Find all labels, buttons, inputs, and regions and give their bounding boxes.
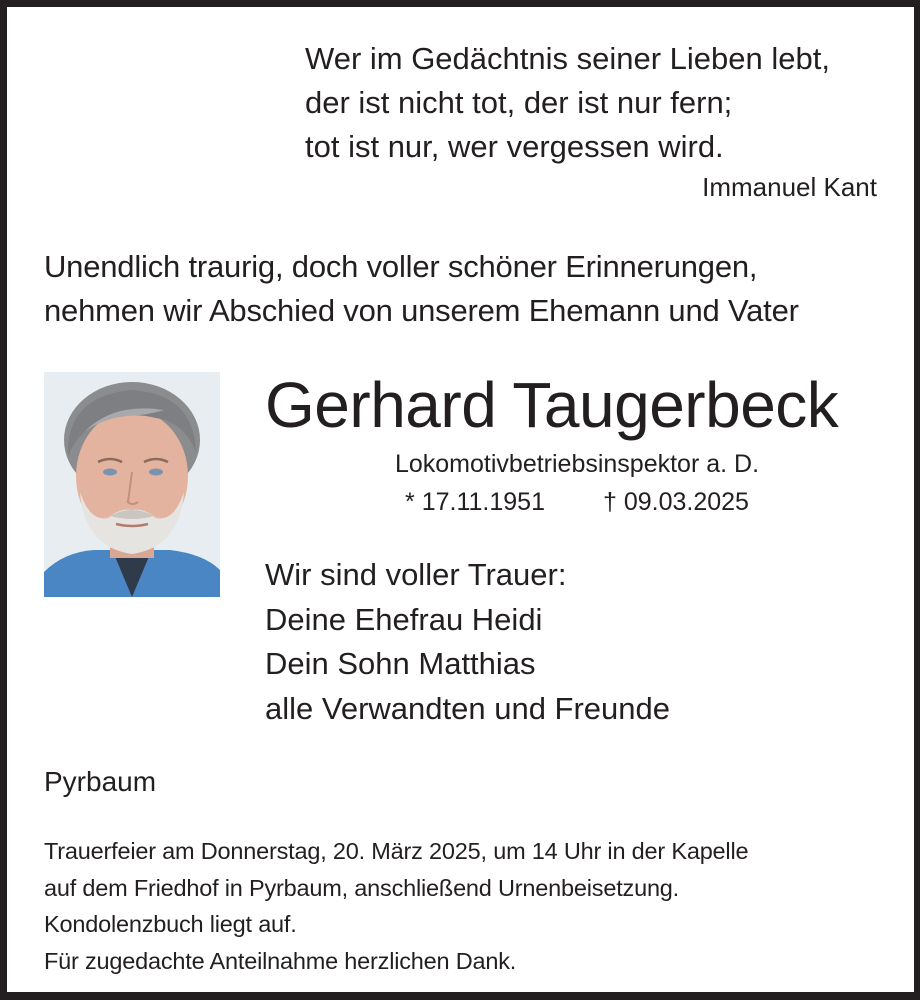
service-info	[44, 833, 748, 979]
service-line: Trauerfeier am Donnerstag, 20. März 2025, um 14 Uhr in der Kapelle	[44, 838, 749, 864]
deceased-name: Gerhard Taugerbeck	[265, 369, 839, 441]
quote-block	[305, 37, 830, 169]
service-line: Für zugedachte Anteilnahme herzlichen Dank.	[44, 947, 517, 974]
deceased-title: Lokomotivbetriebsinspektor a. D.	[394, 450, 760, 478]
mourners-block	[265, 553, 670, 731]
portrait-image	[44, 372, 220, 597]
quote-line: der ist nicht tot, der ist nur fern;	[305, 85, 733, 120]
portrait-photo	[44, 372, 220, 597]
mourner-line: Dein Sohn Matthias	[265, 646, 536, 681]
birth-date: * 17.11.1951	[405, 488, 545, 516]
mourner-line: alle Verwandten und Freunde	[265, 690, 671, 726]
place-name: Pyrbaum	[44, 766, 157, 797]
quote-line: tot ist nur, wer vergessen wird.	[305, 129, 724, 164]
quote-author: Immanuel Kant	[702, 172, 877, 202]
service-line: auf dem Friedhof in Pyrbaum, anschließend Urnenbeisetzung.	[44, 874, 680, 901]
mourner-line: Deine Ehefrau Heidi	[265, 601, 543, 637]
life-dates	[267, 485, 887, 519]
service-line: Kondolenzbuch liegt auf.	[44, 911, 297, 937]
mourner-line: Wir sind voller Trauer:	[265, 557, 567, 592]
intro-text	[44, 245, 799, 333]
death-date: † 09.03.2025	[602, 488, 749, 516]
intro-line: Unendlich traurig, doch voller schöner Erinnerungen,	[44, 249, 758, 284]
quote-line: Wer im Gedächtnis seiner Lieben lebt,	[305, 41, 830, 76]
intro-line: nehmen wir Abschied von unserem Ehemann und Vater	[44, 293, 799, 328]
